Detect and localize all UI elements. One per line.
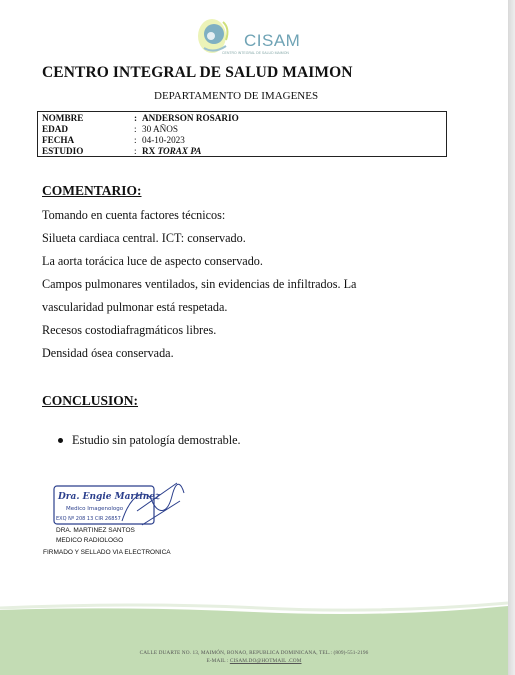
- conclusion-item: Estudio sin patología demostrable.: [72, 433, 241, 447]
- stamp-license: EXQ Nº 208 13 CIR 26857: [56, 516, 121, 522]
- signature-note: FIRMADO Y SELLADO VIA ELECTRONICA: [43, 549, 171, 556]
- department-title: DEPARTAMENTO DE IMAGENES: [154, 90, 319, 102]
- patient-info-box: [37, 111, 447, 157]
- comment-line: La aorta torácica luce de aspecto conservado.: [42, 254, 263, 268]
- comment-line: Tomando en cuenta factores técnicos:: [42, 208, 226, 222]
- study-type: RX: [142, 146, 156, 156]
- handwritten-signature: [122, 483, 184, 525]
- stamp-title: Medico Imagenologo: [66, 506, 124, 512]
- page-title: CENTRO INTEGRAL DE SALUD MAIMON: [42, 64, 353, 81]
- info-separator: :: [134, 135, 137, 145]
- bullet-icon: [58, 438, 63, 443]
- info-separator: :: [134, 124, 137, 134]
- footer-email-link[interactable]: CISAM.DO@HOTMAIL .COM: [229, 658, 302, 664]
- comment-line: Campos pulmonares ventilados, sin evidencias de infiltrados. La: [42, 277, 357, 291]
- conclusion-heading: CONCLUSION:: [42, 393, 139, 408]
- study-view: TORAX PA: [157, 146, 202, 156]
- comentario-heading: COMENTARIO:: [42, 183, 142, 198]
- info-value: [142, 145, 201, 157]
- info-value: 04-10-2023: [142, 135, 185, 145]
- info-value: 30 AÑOS: [142, 124, 178, 134]
- signature-stamp: [52, 481, 192, 531]
- footer-address: CALLE DUARTE NO. 13, MAIMÓN, BONAO, REPUBLICA DOMINICANA, TEL.: (809)-551-2196: [139, 650, 369, 656]
- page-edge-shadow: [508, 0, 515, 675]
- footer-email-label: E-MAIL :: [206, 658, 229, 664]
- doctor-name: DRA. MARTINEZ SANTOS: [56, 527, 135, 534]
- info-label: EDAD: [42, 124, 69, 134]
- info-value: ANDERSON ROSARIO: [142, 113, 239, 123]
- logo-text: CISAM: [244, 31, 301, 50]
- info-label: NOMBRE: [42, 113, 84, 123]
- comment-line: Densidad ósea conservada.: [42, 346, 174, 360]
- info-separator: :: [134, 146, 137, 156]
- comment-line: Silueta cardiaca central. ICT: conservado.: [42, 231, 246, 245]
- footer-email-line: [0, 658, 508, 664]
- comment-line: Recesos costodiafragmáticos libres.: [42, 323, 217, 337]
- info-label: ESTUDIO: [42, 146, 84, 156]
- stamp-name: Dra. Engie Martinez: [58, 492, 161, 502]
- info-label: FECHA: [42, 135, 75, 145]
- comment-line: vascularidad pulmonar está respetada.: [42, 300, 228, 314]
- logo-subtext: CENTRO INTEGRAL DE SALUD MAIMON: [222, 51, 289, 55]
- info-separator: :: [134, 113, 138, 123]
- doctor-title: MEDICO RADIOLOGO: [56, 537, 124, 544]
